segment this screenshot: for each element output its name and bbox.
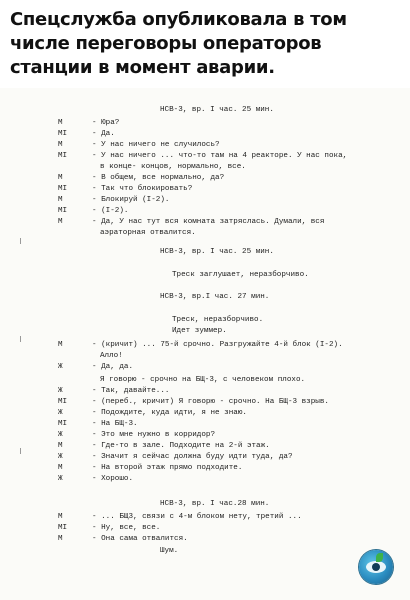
dialogue-line: - Так, давайте... <box>92 387 170 395</box>
dialogue-line: - ... БЩ3, связи с 4-м блоком нету, третий ... <box>92 513 302 521</box>
dialogue-line: - Так что блокировать? <box>92 185 193 193</box>
dialogue-line: - Значит я сейчас должна буду идти туда, да? <box>92 453 293 461</box>
dialogue-line: - У нас ничего ... что-то там на 4 реакторе. У нас пока, <box>92 152 348 160</box>
dialogue-line: - Да, У нас тут вся комната затряслась. Думали, вся <box>92 218 325 226</box>
dialogue-line: - (кричит) ... 75-й срочно. Разгружайте 4-й блок (I-2). <box>92 341 343 349</box>
dialogue-line: - Юра? <box>92 119 120 127</box>
stage-note: Треск, неразборчиво. <box>172 316 264 324</box>
dialogue-line: Я говорю - срочно на БЩ-3, с человеком плохо. <box>100 376 306 384</box>
dialogue-line: в конце- концов, нормально, все. <box>100 163 246 171</box>
speaker: МI <box>58 185 68 193</box>
dialogue-line: - Это мне нужно в корридор? <box>92 431 216 439</box>
speaker: Ж <box>58 363 63 371</box>
dialogue-line: - (переб., кричит) Я говорю - срочно. На БЩ-3 взрыв. <box>92 398 329 406</box>
section-header: НСВ-3, вр. I час.28 мин. <box>160 500 270 508</box>
speaker: МI <box>58 152 68 160</box>
section-header: НСВ-3, вр. I час. 25 мин. <box>160 106 274 114</box>
section-header: НСВ-3, вр. I час. 25 мин. <box>160 248 274 256</box>
stage-note: Шум. <box>160 547 179 555</box>
headline: Спецслужба опубликовала в том числе переговоры операторов станции в момент аварии. <box>10 9 347 78</box>
speaker: МI <box>58 207 68 215</box>
leaf-icon <box>376 553 383 562</box>
stage-note: Треск заглушает, неразборчиво. <box>172 271 309 279</box>
speaker: М <box>58 218 63 226</box>
speaker: Ж <box>58 387 63 395</box>
section-header: НСВ-3, вр.I час. 27 мин. <box>160 293 270 301</box>
dialogue-line: - У нас ничего не случилось? <box>92 141 220 149</box>
margin-mark <box>20 238 21 244</box>
dialogue-line: - Подождите, куда идти, я не знаю. <box>92 409 247 417</box>
speaker: МI <box>58 130 68 138</box>
speaker: Ж <box>58 475 63 483</box>
speaker: М <box>58 196 63 204</box>
dialogue-line: - Где-то в зале. Подходите на 2-й этаж. <box>92 442 270 450</box>
speaker: М <box>58 442 63 450</box>
speaker: Ж <box>58 431 63 439</box>
dialogue-line: - Да. <box>92 130 115 138</box>
dialogue-line: - На БЩ-3. <box>92 420 138 428</box>
speaker: М <box>58 341 63 349</box>
dialogue-line: - Да, да. <box>92 363 134 371</box>
dialogue-line: - (I-2). <box>92 207 129 215</box>
dialogue-line: - В общем, все нормально, да? <box>92 174 225 182</box>
dialogue-line: - Ну, все, все. <box>92 524 161 532</box>
speaker: М <box>58 141 63 149</box>
speaker: М <box>58 119 63 127</box>
stage-note: Идет зуммер. <box>172 327 227 335</box>
speaker: МI <box>58 524 68 532</box>
speaker: МI <box>58 398 68 406</box>
dialogue-line: - Хорошо. <box>92 475 134 483</box>
speaker: М <box>58 513 63 521</box>
speaker: М <box>58 464 63 472</box>
dialogue-line: - Она сама отвалится. <box>92 535 188 543</box>
dialogue-line: аэраторная отвалится. <box>100 229 196 237</box>
document-page <box>0 88 410 600</box>
speaker: МI <box>58 420 68 428</box>
speaker: М <box>58 535 63 543</box>
globe-eye-logo-icon <box>359 550 393 584</box>
speaker: Ж <box>58 453 63 461</box>
dialogue-line: - Блокируй (I-2). <box>92 196 170 204</box>
dialogue-line: - На второй этаж прямо подходите. <box>92 464 243 472</box>
pupil-icon <box>372 563 380 571</box>
dialogue-line: Алло! <box>100 352 123 360</box>
margin-mark <box>20 336 21 342</box>
speaker: Ж <box>58 409 63 417</box>
margin-mark <box>20 448 21 454</box>
speaker: М <box>58 174 63 182</box>
